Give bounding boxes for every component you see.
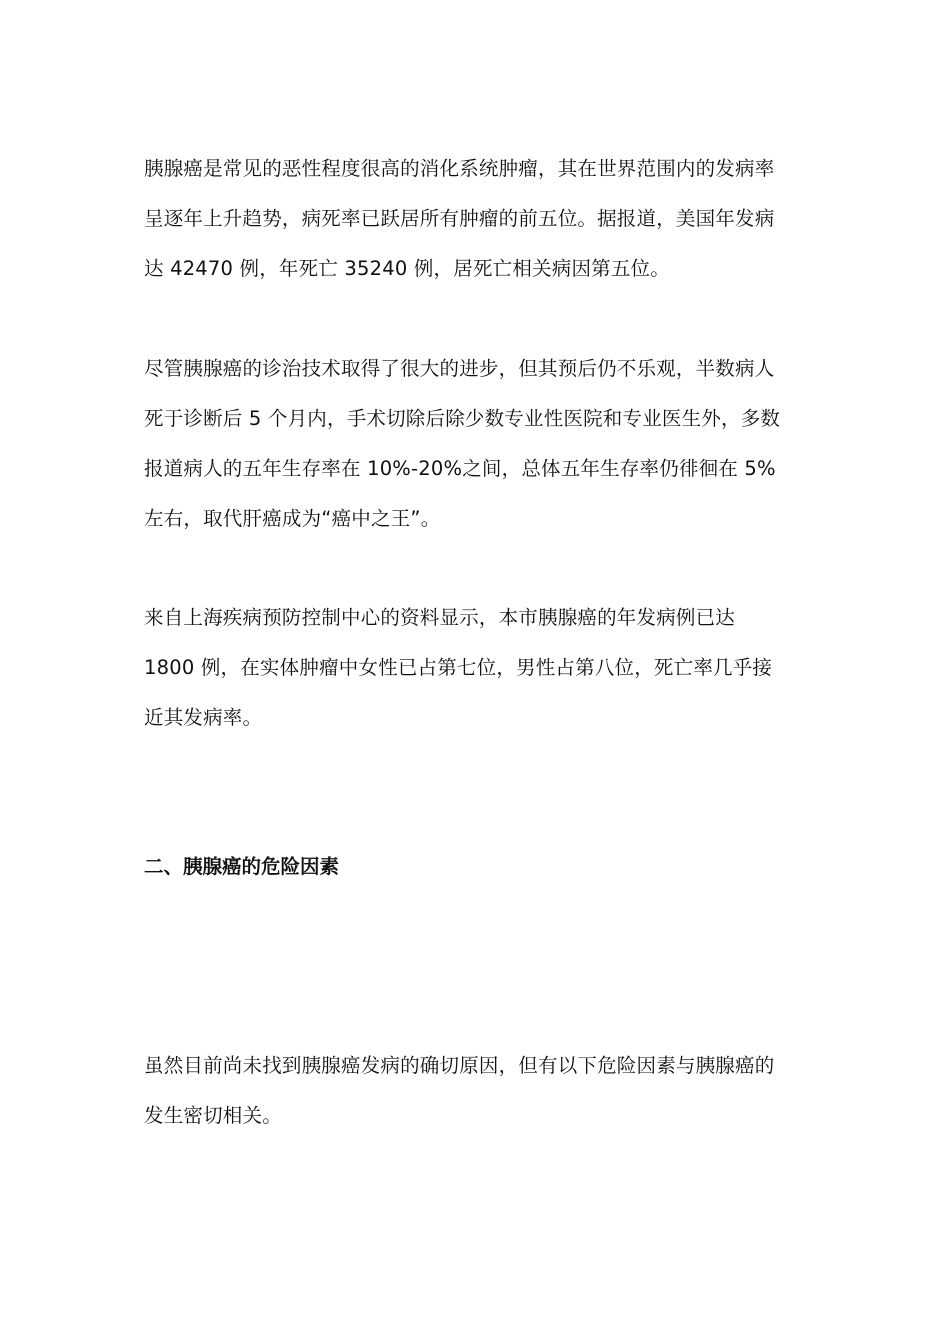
paragraph-line: 呈逐年上升趋势，病死率已跃居所有肿瘤的前五位。据报道，美国年发病	[144, 207, 775, 230]
paragraph-line: 左右，取代肝癌成为“癌中之王”。	[144, 507, 441, 530]
paragraph-line: 胰腺癌是常见的恶性程度很高的消化系统肿瘤，其在世界范围内的发病率	[144, 157, 775, 180]
paragraph-line: 发生密切相关。	[144, 1104, 282, 1127]
paragraph-line: 1800 例，在实体肿瘤中女性已占第七位，男性占第八位，死亡率几乎接	[144, 656, 773, 679]
paragraph-line: 死于诊断后 5 个月内，手术切除后除少数专业性医院和专业医生外，多数	[144, 407, 781, 430]
section-heading: 二、胰腺癌的危险因素	[144, 855, 340, 878]
paragraph-line: 达 42470 例，年死亡 35240 例，居死亡相关病因第五位。	[144, 257, 670, 280]
paragraph-line: 报道病人的五年生存率在 10%-20%之间，总体五年生存率仍徘徊在 5%	[144, 457, 776, 480]
paragraph-line: 虽然目前尚未找到胰腺癌发病的确切原因，但有以下危险因素与胰腺癌的	[144, 1054, 775, 1077]
paragraph-line: 尽管胰腺癌的诊治技术取得了很大的进步，但其预后仍不乐观，半数病人	[144, 357, 775, 380]
paragraph-line: 来自上海疾病预防控制中心的资料显示，本市胰腺癌的年发病例已达	[144, 606, 736, 629]
paragraph-line: 近其发病率。	[144, 706, 263, 729]
